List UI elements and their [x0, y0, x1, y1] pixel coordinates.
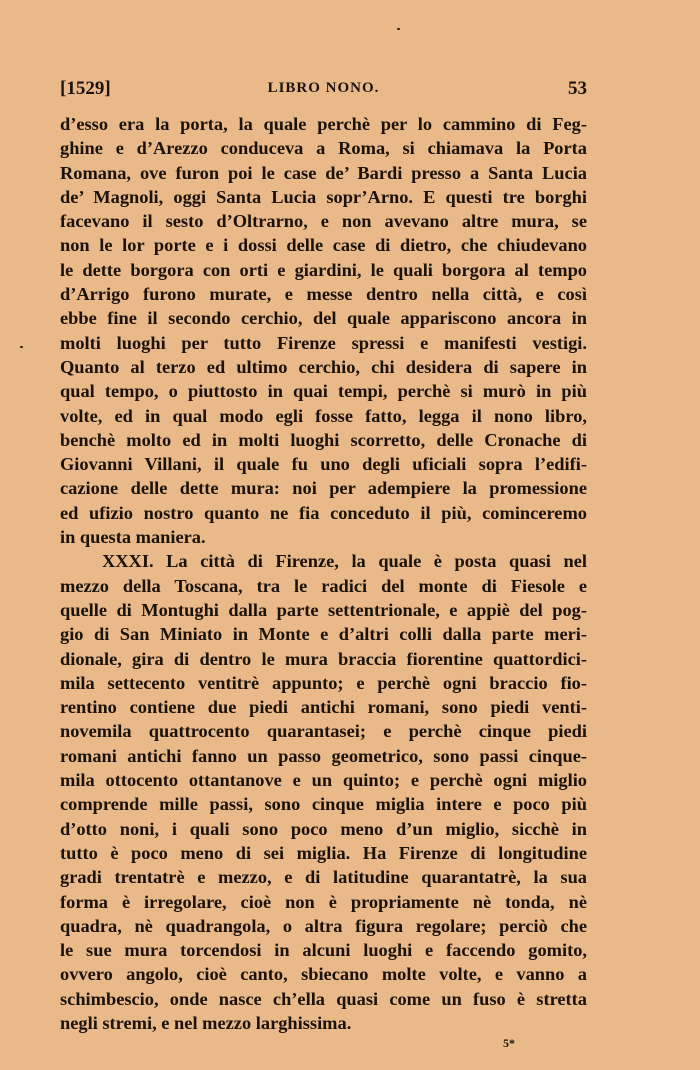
text-line: gradi trentatrè e mezzo, e di latitudine quarantatrè, la sua [60, 867, 587, 888]
ink-speck [20, 346, 23, 348]
text-line: ghine e d’Arezzo conduceva a Roma, si chiamava la Porta [60, 138, 587, 159]
text-line: non le lor porte e i dossi delle case di dietro, che chiudevano [60, 235, 587, 256]
text-line: ebbe fine il secondo cerchio, del quale appariscono ancora in [60, 308, 587, 329]
text-line: novemila quattrocento quarantasei; e perchè cinque piedi [60, 721, 587, 742]
text-line: Quanto al terzo ed ultimo cerchio, chi desidera di sapere in [60, 356, 587, 377]
running-header [60, 78, 587, 102]
text-line: Romana, ove furon poi le case de’ Bardi presso a Santa Lucia [60, 162, 587, 183]
text-line: mila settecento ventitrè appunto; e perchè ogni braccio fio- [60, 672, 587, 693]
text-line: rentino contiene due piedi antichi romani, sono piedi venti- [60, 697, 587, 718]
text-line: benchè molto ed in molti luoghi scorretto, delle Cronache di [60, 429, 587, 450]
page-number: 53 [568, 78, 587, 99]
text-line: facevano il sesto d’Oltrarno, e non avevano altre mura, se [60, 211, 587, 232]
text-line: dionale, gira di dentro le mura braccia fiorentine quattordici- [60, 648, 587, 669]
ink-speck [397, 28, 400, 30]
text-line: molti luoghi per tutto Firenze spressi e manifesti vestigi. [60, 332, 587, 353]
text-line: de’ Magnoli, oggi Santa Lucia sopr’Arno. E questi tre borghi [60, 186, 587, 207]
paragraph-end-line: negli stremi, e nel mezzo larghissima. [60, 1012, 352, 1033]
text-line: mila ottocento ottantanove e un quinto; e perchè ogni miglio [60, 770, 587, 791]
text-line: quadra, nè quadrangola, o altra figura regolare; perciò che [60, 915, 587, 936]
text-line: volte, ed in qual modo egli fosse fatto, legga il nono libro, [60, 405, 587, 426]
text-line: d’esso era la porta, la quale perchè per lo cammino di Feg- [60, 114, 587, 134]
header-year: [1529] [60, 78, 111, 99]
text-line: d’Arrigo furono murate, e messe dentro nella città, e così [60, 284, 587, 305]
text-line: qual tempo, o piuttosto in quai tempi, perchè si murò in più [60, 381, 587, 402]
header-title: LIBRO NONO. [267, 80, 380, 96]
text-line: ed ufizio nostro quanto ne fia conceduto il più, cominceremo [60, 502, 587, 523]
text-line: d’otto noni, i quali sono poco meno d’un miglio, sicchè in [60, 818, 587, 839]
text-line: quelle di Montughi dalla parte settentrionale, e appiè del pog- [60, 599, 587, 620]
text-line: le sue mura torcendosi in alcuni luoghi e faccendo gomito, [60, 940, 587, 961]
text-line: gio di San Miniato in Monte e d’altri colli dalla parte meri- [60, 624, 587, 645]
text-line: le dette borgora con orti e giardini, le quali borgora al tempo [60, 259, 587, 280]
section-start-line: XXXI. La città di Firenze, la quale è posta quasi nel [102, 551, 587, 572]
text-line: ovvero angolo, cioè canto, sbiecano molte volte, e vanno a [60, 964, 587, 985]
text-line: forma è irregolare, cioè non è propriamente nè tonda, nè [60, 891, 587, 912]
text-line: cazione delle dette mura: noi per adempiere la promessione [60, 478, 587, 499]
text-line: tutto è poco meno di sei miglia. Ha Firenze di longitudine [60, 842, 587, 863]
text-line: comprende mille passi, sono cinque miglia intere e poco più [60, 794, 587, 815]
text-line: romani antichi fanno un passo geometrico, sono passi cinque- [60, 745, 587, 766]
text-line: mezzo della Toscana, tra le radici del monte di Fiesole e [60, 575, 587, 596]
body-text [60, 112, 587, 1035]
text-line: schimbescio, onde nasce ch’ella quasi come un fuso è stretta [60, 988, 587, 1009]
signature-mark: 5* [503, 1036, 515, 1050]
text-line: Giovanni Villani, il quale fu uno degli uficiali sopra l’edifi- [60, 454, 587, 475]
paragraph-end-line: in questa maniera. [60, 527, 206, 548]
